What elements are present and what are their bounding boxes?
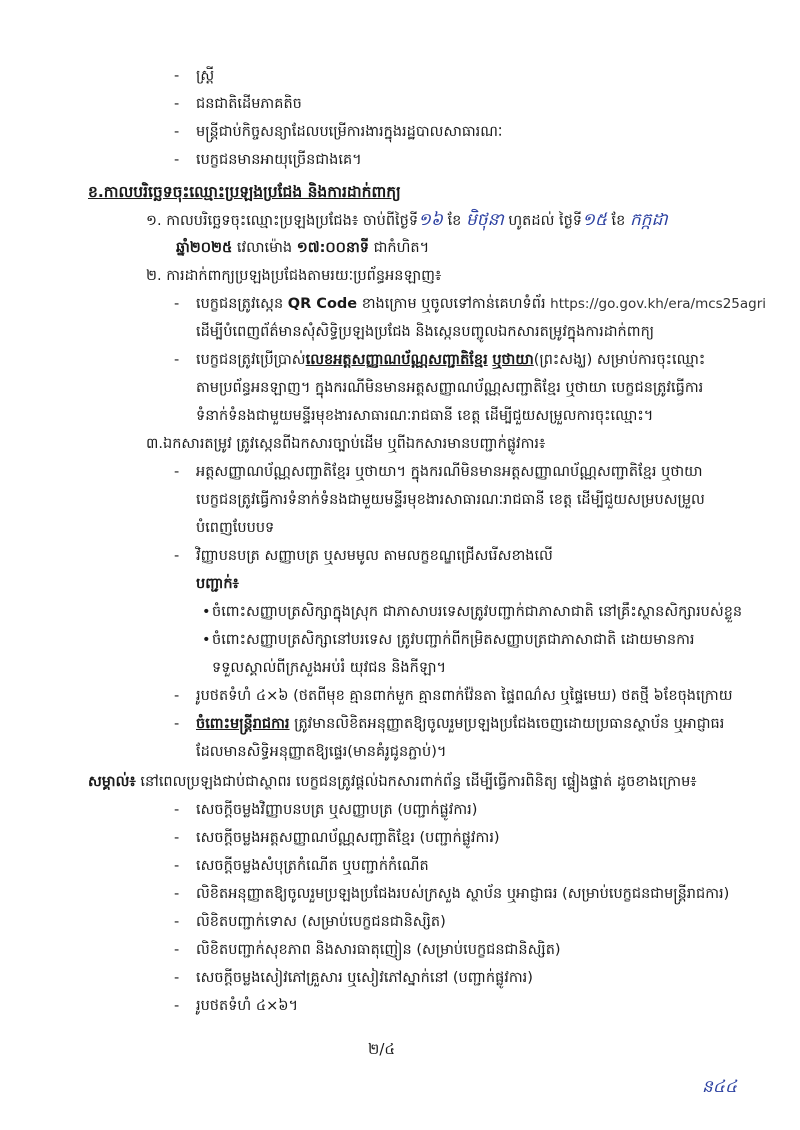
id-card-req-line2: បេក្ខជនត្រូវធ្វើការទំនាក់ទំនងជាមួយមន្ទីរមុខងារសាធារណៈរាជធានី ខេត្ត ដើម្បីជួយសម្របសម្រួល: [196, 492, 705, 508]
note-foreign-diploma-line1: • ចំពោះសញ្ញាបត្រសិក្សានៅបរទេស ត្រូវបញ្ជាក់ពីកម្រិតសញ្ញាបត្រជាភាសាជាតិ ដោយមានការ: [212, 630, 695, 650]
handwritten-day-start: ១៦: [418, 210, 443, 230]
civil-servant-req-line1: [196, 714, 724, 734]
remark-item: - លិខិតបញ្ជាក់ទោស (សម្រាប់បេក្ខជនជានិស្សិត): [196, 912, 446, 932]
monk-id-text: ឬថាយា: [492, 352, 534, 368]
remark-item: - សេចក្តីចម្លងវិញ្ញាបនបត្រ ឬសញ្ញាបត្រ (បញ្ជាក់ផ្លូវការ): [196, 800, 477, 820]
registration-period-prefix: ១. កាលបរិច្ឆេទចុះឈ្មោះប្រឡងប្រជែង៖ ចាប់ពីថ្ងៃទី: [146, 213, 419, 229]
remark-label: សម្គាល់៖: [88, 774, 136, 790]
month-label-1: ខែ: [447, 213, 462, 229]
list-item: - ស្ត្រី: [196, 66, 214, 86]
online-application-title: ២. ការដាក់ពាក្យប្រឡងប្រជែងតាមរយៈប្រព័ន្ធអនឡាញ៖: [146, 268, 442, 284]
remark-text: នៅពេលប្រឡងជាប់ជាស្ថាពរ បេក្ខជនត្រូវផ្តល់ឯកសារពាក់ព័ន្ធ ដើម្បីធ្វើការពិនិត្យ ផ្ទៀងផ្ទាត់ ដូចខាងក្រោម៖: [135, 774, 697, 790]
qr-instruction-line2: ដើម្បីបំពេញព័ត៌មានសុំសិទ្ធិប្រឡងប្រជែង និងស្កេនបញ្ចូលឯកសារតម្រូវក្នុងការដាក់ពាក្យ: [196, 324, 655, 340]
id-card-req-line3: បំពេញបែបបទ: [196, 520, 275, 536]
national-id-text: លេខអត្តសញ្ញាណប័ណ្ណសញ្ជាតិខ្មែរ: [305, 352, 488, 368]
deadline-suffix: ជាកំហិត។: [368, 240, 430, 256]
remark-item: - សេចក្តីចម្លងសំបុត្រកំណើត ឬបញ្ជាក់កំណើត: [196, 856, 429, 876]
id-instruction-line1: [196, 350, 705, 370]
civil-servant-text: ត្រូវមានលិខិតអនុញ្ញាតឱ្យចូលរួមប្រឡងប្រជែងចេញដោយប្រធានស្ថាប័ន ឬអាជ្ញាធរ: [289, 716, 725, 732]
registration-period-mid: ហូតដល់ ថ្ងៃទី: [508, 213, 583, 229]
handwritten-initials: ន៤៤: [702, 1077, 737, 1097]
id-instruction-rest: (ព្រះសង្ឃ) សម្រាប់ការចុះឈ្មោះ: [533, 352, 706, 368]
handwritten-day-end: ១៥: [582, 210, 607, 230]
remark-item: - លិខិតបញ្ជាក់សុខភាព និងសារធាតុញៀន (សម្រាប់បេក្ខជនជានិស្សិត): [196, 940, 561, 960]
time-label: វេលាម៉ោង: [232, 240, 297, 256]
qr-instruction-mid: ខាងក្រោម ឬចូលទៅកាន់គេហទំព័រ: [357, 296, 551, 312]
application-link[interactable]: https://go.gov.kh/era/mcs25agri: [550, 296, 767, 312]
list-item: - បេក្ខជនមានអាយុច្រើនជាងគេ។: [196, 150, 362, 170]
year-text: ឆ្នាំ២០២៥: [176, 240, 233, 256]
required-documents-title: ៣.ឯកសារតម្រូវ ត្រូវស្កេនពីឯកសារច្បាប់ដើម ឬពីឯកសារមានបញ្ជាក់ផ្លូវការ៖: [146, 436, 546, 452]
registration-period-line1: [146, 210, 668, 231]
photo-req: - រូបថតទំហំ ៤×៦ (ថតពីមុខ គ្មានពាក់មួក គ្មានពាក់វ៉ែនតា ផ្ទៃពណ៌ស ឬផ្ទៃមេឃ) ថតថ្មី ៦ខែចុងក្រោយ: [196, 686, 733, 706]
civil-servant-req-line2: ដែលមានសិទ្ធិអនុញ្ញាតឱ្យផ្ទេរ(មានគំរូជូនភ្ជាប់)។: [196, 744, 447, 760]
id-instruction-line2: តាមប្រព័ន្ធអនឡាញ។ ក្នុងករណីមិនមានអត្តសញ្ញាណប័ណ្ណសញ្ជាតិខ្មែរ ឬថាយា បេក្ខជនត្រូវធ្វើការ: [196, 380, 704, 396]
qr-instruction-line1: [196, 294, 766, 314]
id-instruction-prefix: បេក្ខជនត្រូវប្រើប្រាស់: [196, 352, 306, 368]
remark-item: - លិខិតអនុញ្ញាតឱ្យចូលរួមប្រឡងប្រជែងរបស់ក្រសួង ស្ថាប័ន ឬអាជ្ញាធរ (សម្រាប់បេក្ខជនជាមន្ត្រីរាជការ): [196, 884, 729, 904]
list-item: - មន្ត្រីជាប់កិច្ចសន្យាដែលបម្រើការងារក្នុងរដ្ឋបាលសាធារណៈ: [196, 122, 502, 142]
note-local-diploma: • ចំពោះសញ្ញាបត្រសិក្សាក្នុងស្រុក ជាភាសាបរទេសត្រូវបញ្ជាក់ជាភាសាជាតិ នៅគ្រឹះស្ថានសិក្សារបស់ខ្លួន: [212, 602, 742, 622]
civil-servant-label: ចំពោះមន្ត្រីរាជការ: [196, 716, 290, 732]
handwritten-month-end: កក្កដា: [629, 210, 668, 230]
handwritten-month-start: មិថុនា: [465, 210, 504, 230]
section-heading: ខ.កាលបរិច្ឆេទចុះឈ្មោះប្រឡងប្រជែង និងការដាក់ពាក្យ: [88, 183, 401, 201]
id-instruction-line3: ទំនាក់ទំនងជាមួយមន្ទីរមុខងារសាធារណៈរាជធានី ខេត្ត ដើម្បីជួយសម្រួលការចុះឈ្មោះ។: [196, 408, 654, 424]
remark-item: - សេចក្តីចម្លងសៀវភៅគ្រួសារ ឬសៀវភៅស្នាក់នៅ (បញ្ជាក់ផ្លូវការ): [196, 968, 533, 988]
month-label-2: ខែ: [611, 213, 626, 229]
registration-period-line2: [176, 238, 429, 258]
remark-item: - រូបថតទំហំ ៤×៦។: [196, 996, 298, 1016]
qr-code-label: QR Code: [287, 296, 358, 312]
note-foreign-diploma-line2: ទទួលស្គាល់ពីក្រសួងអប់រំ យុវជន និងកីឡា។: [212, 660, 447, 676]
remark-line: [88, 772, 697, 792]
qr-instruction-prefix: បេក្ខជនត្រូវស្កេន: [196, 296, 288, 312]
page-number: ២/៤: [368, 1040, 396, 1058]
deadline-time: ១៧:០០នាទី: [296, 240, 369, 256]
list-item: - ជនជាតិដើមភាគតិច: [196, 94, 302, 114]
id-card-req-line1: - អត្តសញ្ញាណប័ណ្ណសញ្ជាតិខ្មែរ ឬថាយា។ ក្នុងករណីមិនមានអត្តសញ្ញាណប័ណ្ណសញ្ជាតិខ្មែរ ឬថាយា: [196, 462, 703, 482]
diploma-req: - វិញ្ញាបនបត្រ សញ្ញាបត្រ ឬសមមូល តាមលក្ខខណ្ឌជ្រើសរើសខាងលើ: [196, 546, 553, 566]
remark-item: - សេចក្តីចម្លងអត្តសញ្ញាណប័ណ្ណសញ្ជាតិខ្មែរ (បញ្ជាក់ផ្លូវការ): [196, 828, 500, 848]
note-label: បញ្ជាក់៖: [196, 576, 239, 592]
